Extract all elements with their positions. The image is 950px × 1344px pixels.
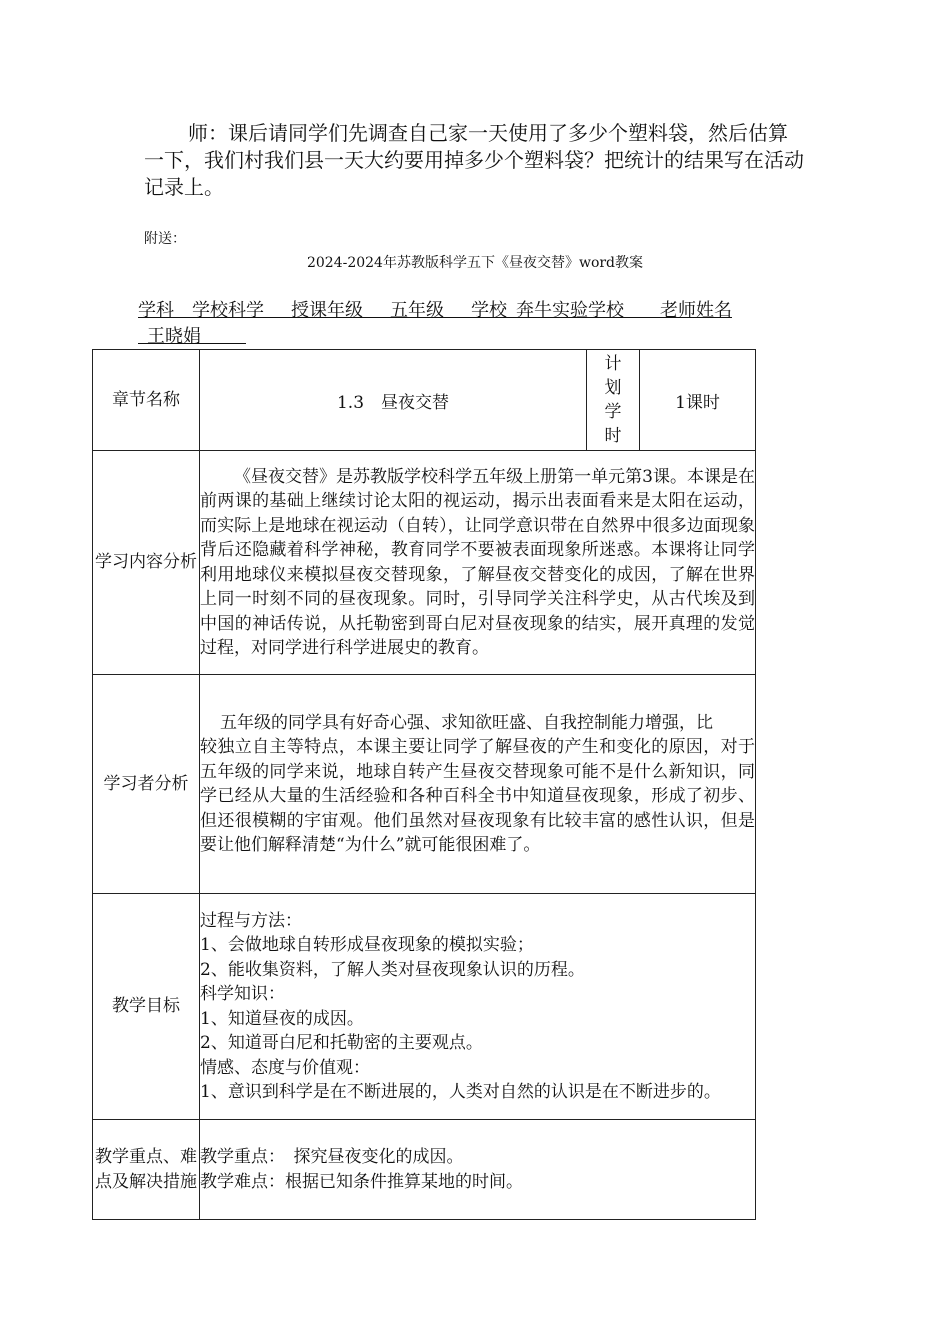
appendix-label: 附送： xyxy=(144,231,186,247)
goals-line: 情感、态度与价值观： xyxy=(200,1057,370,1078)
content-analysis-text: 《昼夜交替》是苏教版学校科学五年级上册第一单元第3课。本课是在前两课的基础上继续讨论太阳的视运动，揭示出表面看来是太阳在运动，而实际上是地球在视运动（自转），让同学意识带在自然界中很多边面现象背后还隐藏着科学神秘，教育同学不要被表面现象所迷惑。本课将让同学利用地球仪来模拟昼夜交替现象，了解昼夜交替变化的成因，了解在世界上同一时刻不同的昼夜现象。同时，引导同学关注科学史，从古代埃及到中国的神话传说，从托勒密到哥白尼对昼夜现象的结实，展开真理的发觉过程，对同学进行科学进展史的教育。 xyxy=(200,466,755,658)
content-analysis-cell xyxy=(200,451,756,675)
goals-line: 1、会做地球自转形成昼夜现象的模拟实验； xyxy=(200,935,534,955)
goals-line: 2、能收集资料，了解人类对昼夜现象认识的历程。 xyxy=(200,959,585,980)
meta-school-value: 奔牛实验学校 xyxy=(516,300,624,321)
meta-grade-label: 授课年级 xyxy=(291,300,363,321)
hours-label-cell xyxy=(587,350,640,451)
goals-line: 科学知识： xyxy=(200,984,285,1004)
focus-cell xyxy=(200,1120,756,1220)
goals-label: 教学目标 xyxy=(93,894,200,1120)
learner-analysis-line1: 五年级的同学具有好奇心强、求知欲旺盛、自我控制能力增强，比 xyxy=(220,712,713,733)
hours-label: 计划学时 xyxy=(604,354,622,446)
meta-line xyxy=(138,298,818,350)
table-row-learner-analysis xyxy=(93,675,756,894)
table-row-content-analysis xyxy=(93,451,756,675)
focus-key-point: 教学重点： 探究昼夜变化的成因。 xyxy=(200,1147,464,1167)
chapter-value: 1.3 昼夜交替 xyxy=(200,350,587,451)
table-row-chapter xyxy=(93,350,756,451)
hours-value: 1课时 xyxy=(640,350,756,451)
goals-line: 2、知道哥白尼和托勒密的主要观点。 xyxy=(200,1033,483,1053)
intro-paragraph: 师：课后请同学们先调查自己家一天使用了多少个塑料袋，然后估算一下，我们村我们县一天大约要用掉多少个塑料袋？把统计的结果写在活动记录上。 xyxy=(144,121,804,199)
meta-school-label: 学校 xyxy=(471,300,507,321)
meta-teacher-label: 老师姓名 xyxy=(660,300,732,321)
document-title: 2024-2024年苏教版科学五下《昼夜交替》word教案 xyxy=(306,255,644,271)
goals-line: 1、知道昼夜的成因。 xyxy=(200,1008,364,1029)
learner-analysis-rest: 较独立自主等特点，本课主要让同学了解昼夜的产生和变化的原因，对于五年级的同学来说，地球自转产生昼夜交替现象可能不是什么新知识，同学已经从大量的生活经验和各种百科全书中知道昼夜现象，形成了初步、但还很模糊的宇宙观。他们虽然对昼夜现象有比较丰富的感性认识，但是要让他们解释清楚“为什么”就可能很困难了。 xyxy=(200,737,755,855)
learner-analysis-label: 学习者分析 xyxy=(93,675,200,894)
table-row-goals xyxy=(93,894,756,1120)
focus-difficulty: 教学难点：根据已知条件推算某地的时间。 xyxy=(200,1171,523,1192)
meta-teacher-value: 王晓娟 xyxy=(147,326,201,347)
lesson-plan-table xyxy=(92,349,756,1220)
content-analysis-label: 学习内容分析 xyxy=(93,451,200,675)
chapter-label: 章节名称 xyxy=(93,350,200,451)
meta-grade-value: 五年级 xyxy=(390,300,444,321)
goals-cell xyxy=(200,894,756,1120)
learner-analysis-cell xyxy=(200,675,756,894)
meta-subject-label: 学科 xyxy=(138,300,174,321)
goals-line: 过程与方法： xyxy=(200,910,302,931)
table-row-focus xyxy=(93,1120,756,1220)
goals-line: 1、意识到科学是在不断进展的，人类对自然的认识是在不断进步的。 xyxy=(200,1082,721,1102)
meta-subject-value: 学校科学 xyxy=(192,300,264,321)
focus-label: 教学重点、难点及解决措施 xyxy=(93,1120,200,1220)
